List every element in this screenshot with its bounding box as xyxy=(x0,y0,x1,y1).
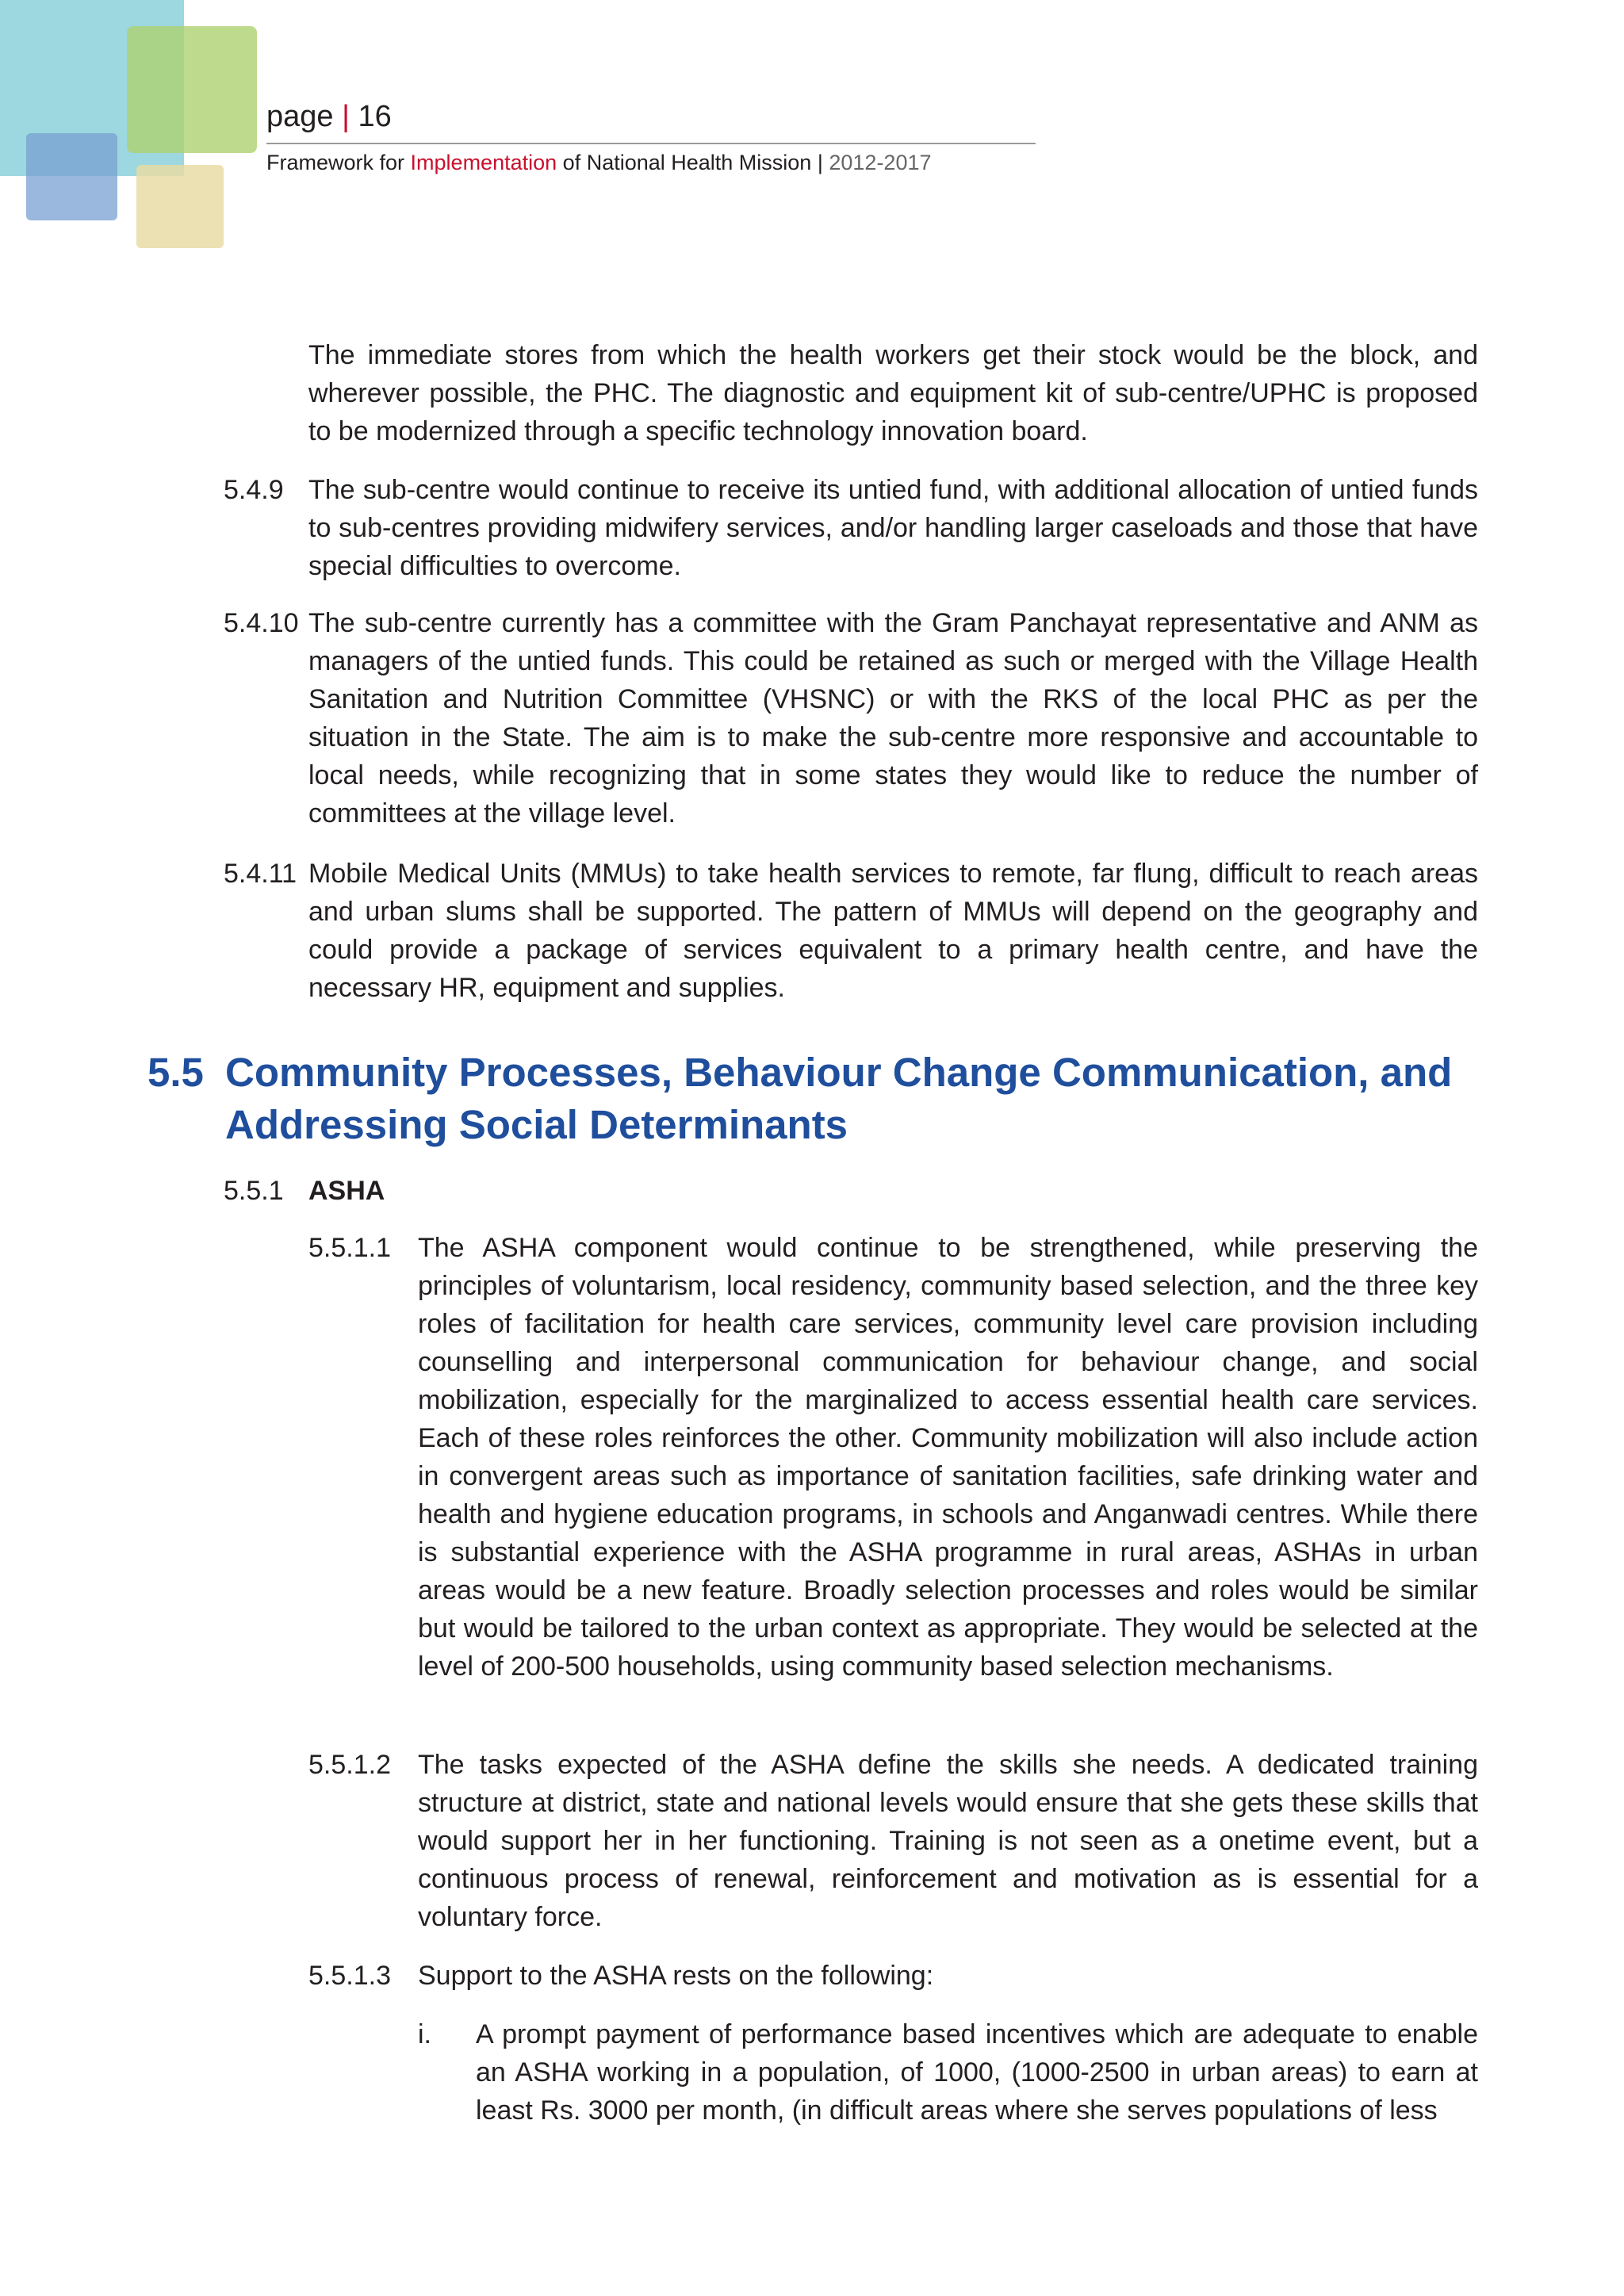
page-separator: | xyxy=(342,100,350,133)
page-word: page xyxy=(266,100,334,133)
page-number: 16 xyxy=(358,100,392,133)
section-number: 5.5 xyxy=(147,1050,204,1095)
item-paragraph: Support to the ASHA rests on the following: xyxy=(418,1961,934,1991)
decor-square-yellow xyxy=(136,165,224,248)
section-title: Community Processes, Behaviour Change Communication, and Addressing Social Determinants xyxy=(225,1050,1453,1147)
header-rule xyxy=(266,143,1036,144)
item-paragraph: The ASHA component would continue to be strengthened, while preserving the principles of voluntarism, local residency, community based selection, and the three key roles of facilitation for health care services, community level care provision including counselling and interpersonal communication for behaviour change, and social mobilization, especially for the marginalized to access essential health care services. Each of these roles reinforces the other. Community mobilization will also include action in convergent areas such as importance of sanitation facilities, safe drinking water and health and hygiene education programs, in schools and Anganwadi centres. While there is substantial experience with the ASHA programme in rural areas, ASHAs in urban areas would be a new feature. Broadly selection processes and roles would be similar but would be tailored to the urban context as appropriate. They would be selected at the level of 200-500 households, using community based selection mechanisms. xyxy=(418,1233,1478,1682)
continuation-paragraph: The immediate stores from which the health workers get their stock would be the block, and wherever possible, the PHC. The diagnostic and equipment kit of sub-centre/UPHC is proposed to be modernized through a specific technology innovation board. xyxy=(308,340,1478,446)
subsection-title: ASHA xyxy=(308,1176,385,1206)
item-paragraph: Mobile Medical Units (MMUs) to take health services to remote, far flung, difficult to reach areas and urban slums shall be supported. The pattern of MMUs will depend on the geography and could provide a package of services equivalent to a primary health centre, and have the necessary HR, equipment and supplies. xyxy=(308,859,1478,1003)
item-number: 5.5.1.2 xyxy=(308,1750,391,1780)
title-part-1: Framework for xyxy=(266,151,405,174)
item-number: 5.5.1.3 xyxy=(308,1961,391,1991)
decor-square-blue xyxy=(26,133,117,220)
list-marker: i. xyxy=(418,2019,431,2049)
title-part-highlight: Implementation xyxy=(410,151,557,174)
list-item-text: A prompt payment of performance based incentives which are adequate to enable an ASHA working in a population, of 1000, (1000-2500 in urban areas) to earn at least Rs. 3000 per month, (in difficult areas where she serves populations of less xyxy=(476,2019,1478,2126)
page-header xyxy=(266,101,1036,175)
item-paragraph: The sub-centre would continue to receive its untied fund, with additional allocation of untied funds to sub-centres providing midwifery services, and/or handling larger caseloads and those that have special difficulties to overcome. xyxy=(308,475,1478,581)
item-paragraph: The sub-centre currently has a committee with the Gram Panchayat representative and ANM as managers of the untied funds. This could be retained as such or merged with the Village Health Sanitation and Nutrition Committee (VHSNC) or with the RKS of the local PHC as per the situation in the State. The aim is to make the sub-centre more responsive and accountable to local needs, while recognizing that in some states they would like to reduce the number of committees at the village level. xyxy=(308,608,1478,828)
document-title xyxy=(266,151,1036,175)
decor-square-green xyxy=(127,26,257,153)
item-number: 5.4.11 xyxy=(224,859,297,889)
item-number: 5.4.10 xyxy=(224,608,299,638)
title-years: 2012-2017 xyxy=(829,151,932,174)
title-part-3: of National Health Mission xyxy=(562,151,812,174)
item-number: 5.5.1.1 xyxy=(308,1233,391,1263)
page-number-line xyxy=(266,101,1036,132)
subsection-number: 5.5.1 xyxy=(224,1176,284,1206)
title-separator: | xyxy=(817,151,823,174)
item-paragraph: The tasks expected of the ASHA define the skills she needs. A dedicated training structure at district, state and national levels would ensure that she gets these skills that would support her in her functioning. Training is not seen as a onetime event, but a continuous process of renewal, reinforcement and motivation as is essential for a voluntary force. xyxy=(418,1750,1478,1932)
item-number: 5.4.9 xyxy=(224,475,284,505)
